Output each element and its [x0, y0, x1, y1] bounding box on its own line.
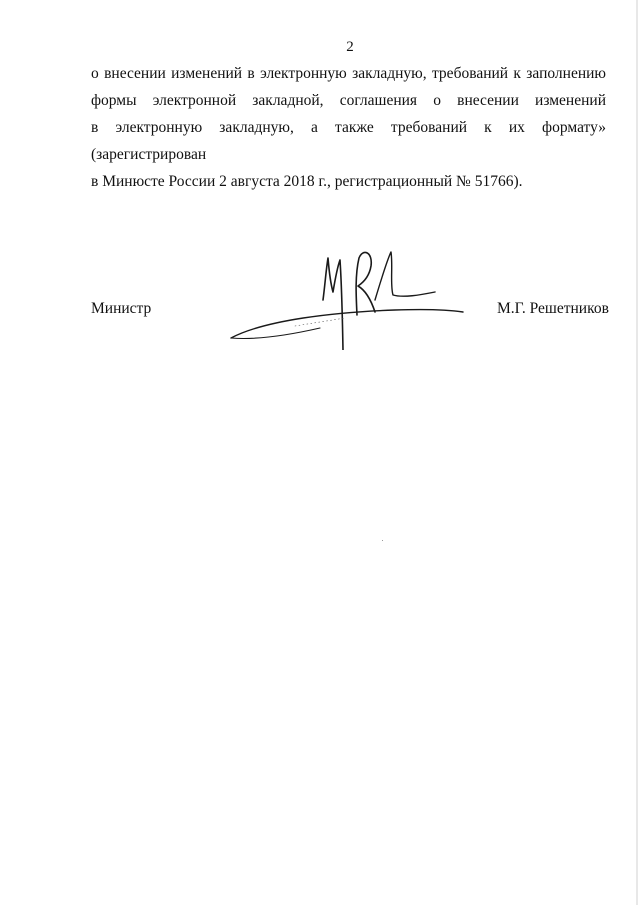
- position-title: Министр: [91, 300, 152, 317]
- paragraph-line: о внесении изменений в электронную закладную, требований к заполнению: [91, 65, 606, 82]
- scan-speck: [382, 540, 383, 541]
- scan-edge: [636, 0, 638, 905]
- paragraph-line: в электронную закладную, а также требований к их формату» (зарегистрирован: [91, 119, 606, 163]
- paragraph-line: в Минюсте России 2 августа 2018 г., регистрационный № 51766).: [91, 173, 523, 190]
- handwritten-signature: [225, 240, 470, 350]
- paragraph-line: формы электронной закладной, соглашения о внесении изменений: [91, 92, 606, 109]
- body-paragraph: [91, 60, 606, 195]
- page-number: 2: [346, 39, 354, 55]
- signer-name: М.Г. Решетников: [497, 300, 609, 317]
